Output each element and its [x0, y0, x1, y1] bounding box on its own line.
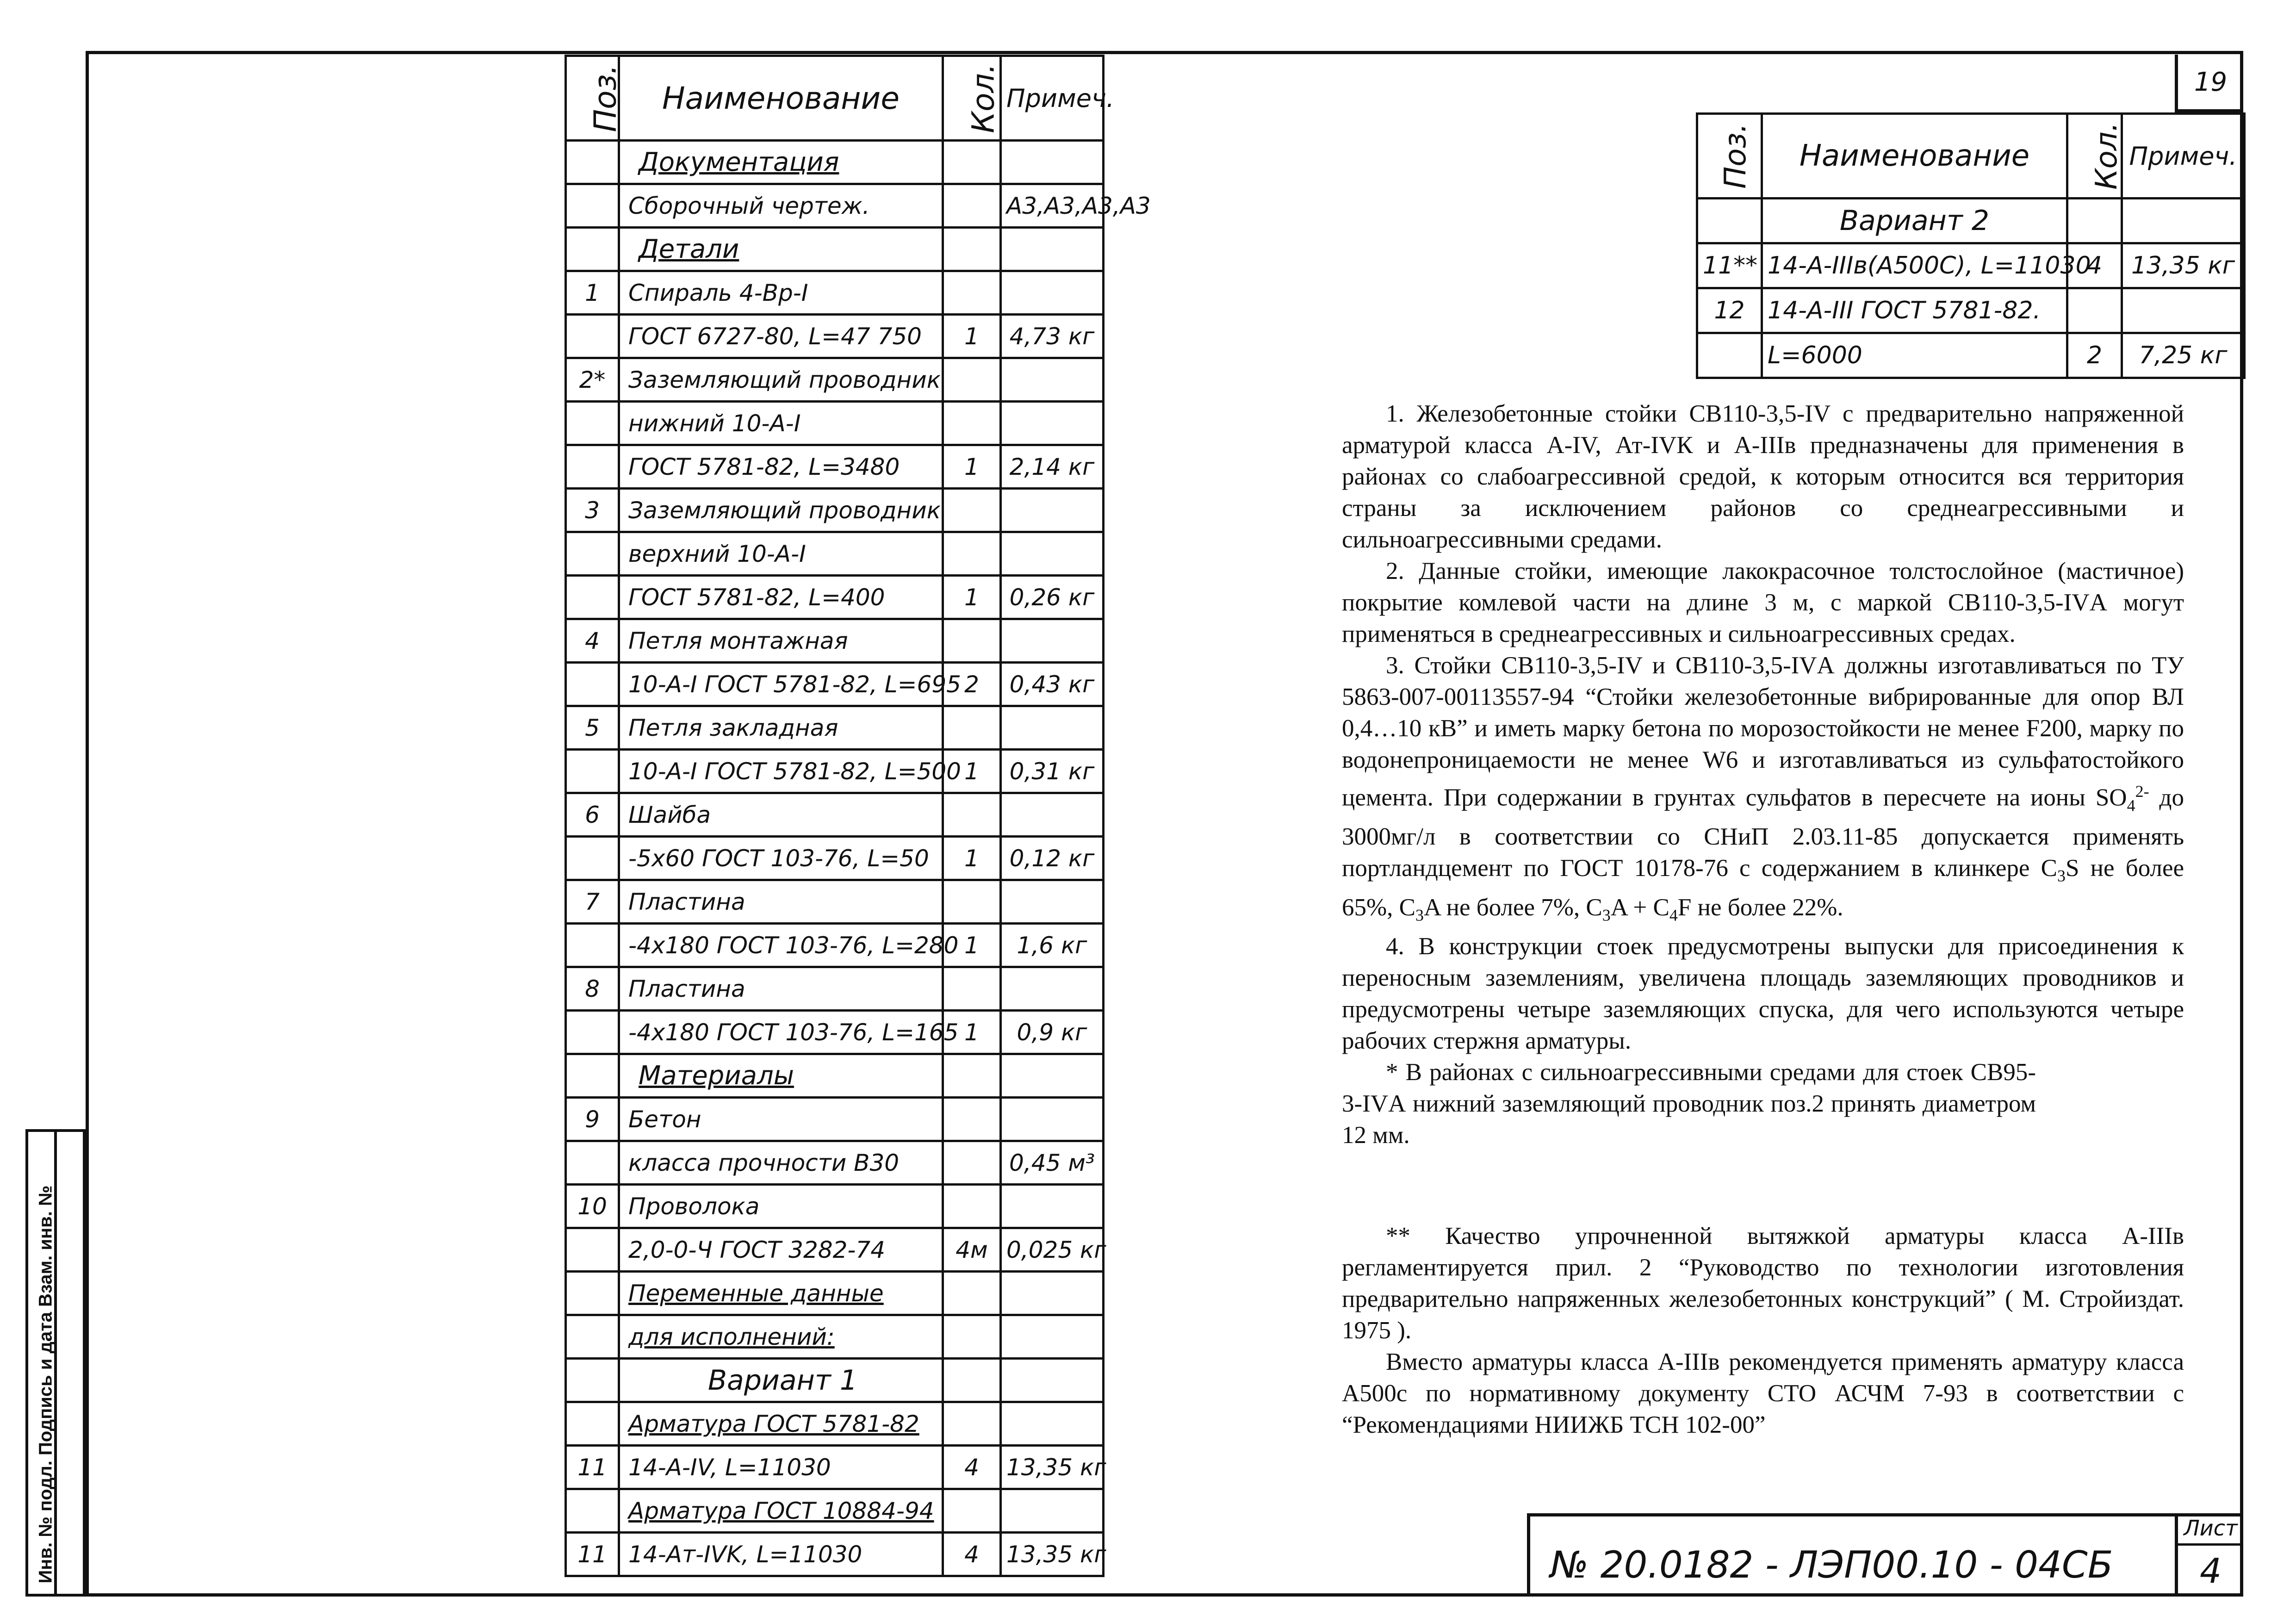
pos-cell: [566, 1011, 619, 1054]
name-cell: Арматура ГОСТ 5781-82: [619, 1402, 943, 1446]
pos-cell: [566, 663, 619, 706]
pos-cell: [566, 402, 619, 445]
margin-stamp-text: Инв. № подл. Подпись и дата Взам. инв. №: [35, 1185, 56, 1584]
qty-cell: [943, 1185, 1001, 1228]
pos-cell: 11: [566, 1533, 619, 1576]
spec-row: [566, 358, 1104, 402]
name-cell: ГОСТ 5781-82, L=3480: [619, 445, 943, 489]
name-cell: -4x180 ГОСТ 103-76, L=165: [619, 1011, 943, 1054]
qty-cell: 4: [943, 1533, 1001, 1576]
note-cell: 0,9 кг: [1001, 1011, 1104, 1054]
note-cell: 13,35 кг: [1001, 1446, 1104, 1489]
sheet-number-top: 19: [2175, 55, 2243, 112]
note-double-star: ** Качество упрочненной вытяжкой арматуры класса А-IIIв регламентируется прил. 2 “Руководство по технологии изготовления предварительно напряженных железобетонных конструкций” ( М. Стройиздат. 1975 ).: [1342, 1223, 2184, 1344]
header-pos: Поз.: [1697, 114, 1762, 199]
note-cell: 0,45 м³: [1001, 1141, 1104, 1185]
pos-cell: [566, 1272, 619, 1315]
note-cell: 0,025 кг: [1001, 1228, 1104, 1272]
note-cell: 13,35 кг: [1001, 1533, 1104, 1576]
name-cell: ГОСТ 5781-82, L=400: [619, 576, 943, 619]
note-star: * В районах с сильноагрессивными средами для стоек СВ95-3-IVА нижний заземляющий проводник поз.2 принять диаметром 12 мм.: [1342, 1059, 2036, 1149]
pos-cell: 5: [566, 706, 619, 750]
qty-cell: [943, 532, 1001, 576]
note-cell: [1001, 1272, 1104, 1315]
qty-cell: 2: [943, 663, 1001, 706]
name-cell: Заземляющий проводник: [619, 358, 943, 402]
note-cell: [1001, 619, 1104, 663]
spec-row: [566, 837, 1104, 880]
name-cell: 14-А-IIIв(А500С), L=11030: [1762, 243, 2067, 288]
qty-cell: 1: [943, 750, 1001, 793]
header-name: Наименование: [619, 56, 943, 141]
pos-cell: [566, 1054, 619, 1098]
pos-cell: 8: [566, 967, 619, 1011]
qty-cell: [2067, 288, 2122, 333]
name-cell: Детали: [619, 228, 943, 271]
note-cell: [1001, 489, 1104, 532]
name-cell: Заземляющий проводник: [619, 489, 943, 532]
pos-cell: 4: [566, 619, 619, 663]
variant-row: [1697, 199, 2245, 243]
pos-cell: [566, 532, 619, 576]
note-cell: [1001, 1054, 1104, 1098]
pos-cell: [566, 1141, 619, 1185]
spec-row: [566, 1359, 1104, 1402]
pos-cell: 6: [566, 793, 619, 837]
qty-cell: 4: [943, 1446, 1001, 1489]
qty-cell: [943, 1359, 1001, 1402]
spec-row: [566, 1533, 1104, 1576]
name-cell: 10-А-I ГОСТ 5781-82, L=695: [619, 663, 943, 706]
note-cell: А3,А3,А3,А3: [1001, 184, 1104, 228]
name-cell: Арматура ГОСТ 10884-94: [619, 1489, 943, 1533]
qty-cell: 4: [2067, 243, 2122, 288]
spec-row: [566, 663, 1104, 706]
name-cell: Вариант 2: [1762, 199, 2067, 243]
name-cell: верхний 10-А-I: [619, 532, 943, 576]
qty-cell: 2: [2067, 333, 2122, 378]
pos-cell: [566, 315, 619, 358]
qty-cell: [943, 184, 1001, 228]
note-cell: [1001, 141, 1104, 184]
sheet-value: 4: [2199, 1551, 2222, 1591]
note-cell: 7,25 кг: [2122, 333, 2245, 378]
name-cell: Материалы: [619, 1054, 943, 1098]
qty-cell: [943, 619, 1001, 663]
qty-cell: [943, 141, 1001, 184]
name-cell: -4x180 ГОСТ 103-76, L=280: [619, 924, 943, 967]
note-cell: [1001, 228, 1104, 271]
name-cell: 14-А-IV, L=11030: [619, 1446, 943, 1489]
note-3: 3. Стойки СВ110-3,5-IV и СВ110-3,5-IVА должны изготавливаться по ТУ 5863-007-00113557-94 “Стойки железобетонные вибрированные для опор ВЛ 0,4…10 кВ” и иметь марку бетона по морозостойкости не менее F200, марку по водонепроницаемости не менее W6 и изготавливаться из сульфатостойкого цемента. При содержании в грунтах сульфатов в пересчете на ионы $SO_4^{2-}$ до 3000мг/л в соответствии со СНиП 2.03.11-85 допускается применять портландцемент по ГОСТ 10178-76 с содержанием в клинкере $C_3S$ не более 65%, $C_3A$ не более 7%, $C_3A + C_4F$ не более 22%.: [1342, 652, 2184, 925]
pos-cell: [566, 184, 619, 228]
qty-cell: [943, 1315, 1001, 1359]
note-cell: [1001, 967, 1104, 1011]
name-cell: класса прочности В30: [619, 1141, 943, 1185]
spec-row: [566, 489, 1104, 532]
note-cell: [1001, 402, 1104, 445]
variant-row: [1697, 333, 2245, 378]
name-cell: Сборочный чертеж.: [619, 184, 943, 228]
qty-cell: [943, 1272, 1001, 1315]
qty-cell: [943, 1098, 1001, 1141]
name-cell: ГОСТ 6727-80, L=47 750: [619, 315, 943, 358]
name-cell: Пластина: [619, 880, 943, 924]
name-cell: Петля закладная: [619, 706, 943, 750]
spec-row: [566, 1402, 1104, 1446]
specification-table: [565, 55, 1151, 1577]
spec-row: [566, 1011, 1104, 1054]
name-cell: Документация: [619, 141, 943, 184]
qty-cell: [943, 228, 1001, 271]
qty-cell: [943, 1402, 1001, 1446]
pos-cell: [566, 1359, 619, 1402]
pos-cell: [566, 576, 619, 619]
name-cell: Бетон: [619, 1098, 943, 1141]
qty-cell: [2067, 199, 2122, 243]
pos-cell: [566, 1489, 619, 1533]
note-2: 2. Данные стойки, имеющие лакокрасочное толстослойное (мастичное) покрытие комлевой части на длине 3 м, с маркой СВ110-3,5-IVА могут применяться в среднеагрессивных и сильноагрессивных средах.: [1342, 558, 2184, 647]
spec-row: [566, 141, 1104, 184]
header-qty: Кол.: [943, 56, 1001, 141]
header-qty: Кол.: [2067, 114, 2122, 199]
name-cell: Спираль 4-Вр-I: [619, 271, 943, 315]
note-cell: 1,6 кг: [1001, 924, 1104, 967]
pos-cell: 3: [566, 489, 619, 532]
qty-cell: [943, 706, 1001, 750]
spec-row: [566, 1315, 1104, 1359]
name-cell: нижний 10-А-I: [619, 402, 943, 445]
note-cell: 0,31 кг: [1001, 750, 1104, 793]
variant-row: [1697, 288, 2245, 333]
qty-cell: [943, 271, 1001, 315]
note-4: 4. В конструкции стоек предусмотрены выпуски для присоединения к переносным заземлениям, увеличена площадь заземляющих проводников и предусмотрены четыре заземляющих спуска, для чего используются четыре рабочих стержня арматуры.: [1342, 933, 2184, 1055]
pos-cell: 1: [566, 271, 619, 315]
qty-cell: [943, 358, 1001, 402]
name-cell: Переменные данные: [619, 1272, 943, 1315]
qty-cell: [943, 793, 1001, 837]
note-cell: [1001, 1402, 1104, 1446]
spec-row: [566, 315, 1104, 358]
spec-row: [566, 1141, 1104, 1185]
spec-row: [566, 576, 1104, 619]
spec-row: [566, 967, 1104, 1011]
name-cell: Петля монтажная: [619, 619, 943, 663]
name-cell: -5x60 ГОСТ 103-76, L=50: [619, 837, 943, 880]
pos-cell: [566, 1228, 619, 1272]
pos-cell: [566, 141, 619, 184]
spec-row: [566, 880, 1104, 924]
note-cell: 0,43 кг: [1001, 663, 1104, 706]
spec-header-row: [566, 56, 1104, 141]
spec-row: [566, 1446, 1104, 1489]
qty-cell: [943, 402, 1001, 445]
header-pos: Поз.: [566, 56, 619, 141]
spec-row: [566, 750, 1104, 793]
spec-row: [566, 1185, 1104, 1228]
header-note: Примеч.: [2122, 114, 2245, 199]
pos-cell: 7: [566, 880, 619, 924]
spec-row: [566, 924, 1104, 967]
spec-row: [566, 402, 1104, 445]
spec-row: [566, 1489, 1104, 1533]
spec-row: [566, 793, 1104, 837]
qty-cell: [943, 489, 1001, 532]
header-name: Наименование: [1762, 114, 2067, 199]
pos-cell: 9: [566, 1098, 619, 1141]
qty-cell: 1: [943, 576, 1001, 619]
name-cell: Проволока: [619, 1185, 943, 1228]
pos-cell: [566, 924, 619, 967]
note-cell: [1001, 532, 1104, 576]
note-cell: [1001, 1489, 1104, 1533]
name-cell: 2,0-0-Ч ГОСТ 3282-74: [619, 1228, 943, 1272]
name-cell: L=6000: [1762, 333, 2067, 378]
note-cell: [1001, 1359, 1104, 1402]
pos-cell: [566, 837, 619, 880]
note-1: 1. Железобетонные стойки СВ110-3,5-IV с предварительно напряженной арматурой класса А-IV, Ат-IVК и А-IIIв предназначены для применения в районах со слабоагрессивной средой, к которым относится вся территория страны за исключением районов со среднеагрессивными и сильноагрессивными средами.: [1342, 400, 2184, 553]
pos-cell: 11**: [1697, 243, 1762, 288]
margin-stamp: [25, 1129, 86, 1597]
note-cell: 0,12 кг: [1001, 837, 1104, 880]
sheet-cell: [2175, 1513, 2243, 1597]
qty-cell: 1: [943, 1011, 1001, 1054]
notes-block: [1342, 398, 2184, 1441]
note-cell: [1001, 1098, 1104, 1141]
qty-cell: [943, 1489, 1001, 1533]
pos-cell: [566, 1315, 619, 1359]
name-cell: 10-А-I ГОСТ 5781-82, L=500: [619, 750, 943, 793]
note-cell: 0,26 кг: [1001, 576, 1104, 619]
spec-row: [566, 619, 1104, 663]
sheet-label: Лист: [2178, 1513, 2243, 1546]
note-cell: [1001, 1185, 1104, 1228]
name-cell: для исполнений:: [619, 1315, 943, 1359]
spec-row: [566, 1098, 1104, 1141]
note-cell: 13,35 кг: [2122, 243, 2245, 288]
spec-row: [566, 445, 1104, 489]
pos-cell: [566, 228, 619, 271]
pos-cell: 11: [566, 1446, 619, 1489]
spec-row: [566, 271, 1104, 315]
note-cell: [1001, 1315, 1104, 1359]
pos-cell: 12: [1697, 288, 1762, 333]
qty-cell: [943, 1141, 1001, 1185]
pos-cell: [1697, 199, 1762, 243]
spec-row: [566, 1228, 1104, 1272]
qty-cell: [943, 967, 1001, 1011]
margin-text-wrap: [32, 1136, 60, 1585]
note-cell: [1001, 793, 1104, 837]
qty-cell: 1: [943, 315, 1001, 358]
qty-cell: 1: [943, 837, 1001, 880]
note-cell: 4,73 кг: [1001, 315, 1104, 358]
qty-cell: 1: [943, 924, 1001, 967]
note-cell: [2122, 288, 2245, 333]
variant-row: [1697, 243, 2245, 288]
spec-row: [566, 532, 1104, 576]
pos-cell: 10: [566, 1185, 619, 1228]
spec-row: [566, 1272, 1104, 1315]
pos-cell: [566, 1402, 619, 1446]
pos-cell: [566, 445, 619, 489]
qty-cell: [943, 880, 1001, 924]
pos-cell: [566, 750, 619, 793]
name-cell: Вариант 1: [619, 1359, 943, 1402]
variant-header-row: [1697, 114, 2245, 199]
note-instead: Вместо арматуры класса А-IIIв рекомендуется применять арматуру класса А500с по нормативному документу СТО АСЧМ 7-93 в соответствии с “Рекомендациями НИИЖБ ТСН 102-00”: [1342, 1349, 2184, 1439]
spec-row: [566, 1054, 1104, 1098]
note-cell: [2122, 199, 2245, 243]
pos-cell: [1697, 333, 1762, 378]
header-note: Примеч.: [1001, 56, 1104, 141]
spec-row: [566, 228, 1104, 271]
spec-row: [566, 184, 1104, 228]
spec-row: [566, 706, 1104, 750]
note-cell: [1001, 358, 1104, 402]
name-cell: Шайба: [619, 793, 943, 837]
note-cell: 2,14 кг: [1001, 445, 1104, 489]
qty-cell: [943, 1054, 1001, 1098]
note-cell: [1001, 706, 1104, 750]
variant-table: [1696, 112, 2246, 379]
pos-cell: 2*: [566, 358, 619, 402]
document-number: № 20.0182 - ЛЭП00.10 - 04СБ: [1550, 1543, 2113, 1586]
qty-cell: 1: [943, 445, 1001, 489]
qty-cell: 4м: [943, 1228, 1001, 1272]
note-cell: [1001, 271, 1104, 315]
name-cell: Пластина: [619, 967, 943, 1011]
name-cell: 14-Ат-IVK, L=11030: [619, 1533, 943, 1576]
name-cell: 14-А-III ГОСТ 5781-82.: [1762, 288, 2067, 333]
note-cell: [1001, 880, 1104, 924]
